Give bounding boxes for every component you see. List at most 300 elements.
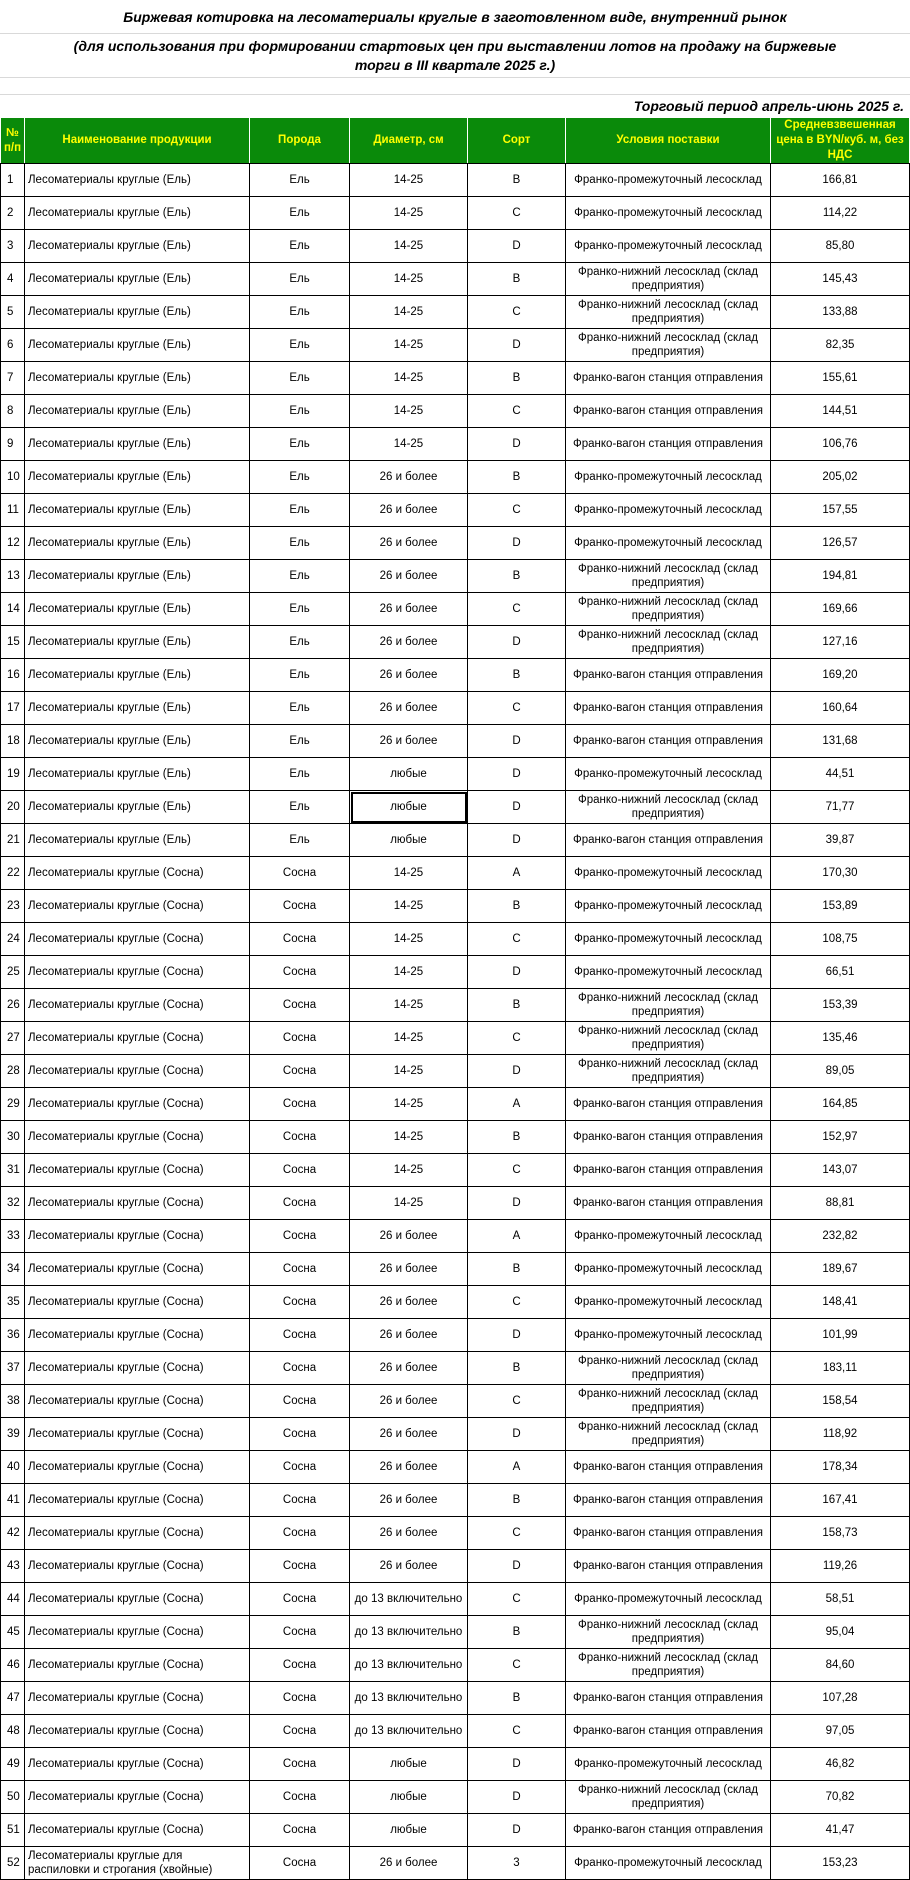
cell-species[interactable]: Ель bbox=[250, 593, 350, 626]
cell-product-name[interactable]: Лесоматериалы круглые (Сосна) bbox=[25, 1220, 250, 1253]
cell-species[interactable]: Сосна bbox=[250, 1385, 350, 1418]
cell-species[interactable]: Сосна bbox=[250, 1616, 350, 1649]
cell-price[interactable]: 118,92 bbox=[771, 1418, 910, 1451]
cell-species[interactable]: Сосна bbox=[250, 1748, 350, 1781]
cell-product-name[interactable]: Лесоматериалы круглые (Ель) bbox=[25, 791, 250, 824]
cell-product-name[interactable]: Лесоматериалы круглые (Сосна) bbox=[25, 1286, 250, 1319]
cell-product-name[interactable]: Лесоматериалы круглые (Сосна) bbox=[25, 890, 250, 923]
cell-grade[interactable]: C bbox=[468, 1286, 566, 1319]
cell-species[interactable]: Сосна bbox=[250, 1451, 350, 1484]
cell-diameter[interactable]: 14-25 bbox=[350, 428, 468, 461]
cell-delivery-terms[interactable]: Франко-вагон станция отправления bbox=[566, 1814, 771, 1847]
cell-row-number[interactable]: 20 bbox=[1, 791, 25, 824]
cell-species[interactable]: Сосна bbox=[250, 857, 350, 890]
cell-delivery-terms[interactable]: Франко-промежуточный лесосклад bbox=[566, 890, 771, 923]
cell-delivery-terms[interactable]: Франко-вагон станция отправления bbox=[566, 659, 771, 692]
cell-species[interactable]: Сосна bbox=[250, 1550, 350, 1583]
cell-diameter[interactable]: 26 и более bbox=[350, 1286, 468, 1319]
cell-grade[interactable]: B bbox=[468, 560, 566, 593]
cell-diameter[interactable]: 26 и более bbox=[350, 1352, 468, 1385]
cell-grade[interactable]: D bbox=[468, 428, 566, 461]
cell-product-name[interactable]: Лесоматериалы круглые для распиловки и строгания (хвойные) bbox=[25, 1847, 250, 1880]
cell-product-name[interactable]: Лесоматериалы круглые (Сосна) bbox=[25, 1715, 250, 1748]
cell-grade[interactable]: C bbox=[468, 593, 566, 626]
cell-species[interactable]: Ель bbox=[250, 197, 350, 230]
cell-grade[interactable]: D bbox=[468, 230, 566, 263]
cell-row-number[interactable]: 34 bbox=[1, 1253, 25, 1286]
cell-product-name[interactable]: Лесоматериалы круглые (Сосна) bbox=[25, 1088, 250, 1121]
cell-row-number[interactable]: 36 bbox=[1, 1319, 25, 1352]
cell-grade[interactable]: B bbox=[468, 263, 566, 296]
cell-row-number[interactable]: 22 bbox=[1, 857, 25, 890]
cell-delivery-terms[interactable]: Франко-нижний лесосклад (склад предприятия) bbox=[566, 329, 771, 362]
cell-product-name[interactable]: Лесоматериалы круглые (Сосна) bbox=[25, 1121, 250, 1154]
cell-species[interactable]: Сосна bbox=[250, 1649, 350, 1682]
cell-delivery-terms[interactable]: Франко-вагон станция отправления bbox=[566, 1451, 771, 1484]
cell-grade[interactable]: A bbox=[468, 857, 566, 890]
cell-diameter[interactable]: до 13 включительно bbox=[350, 1682, 468, 1715]
cell-delivery-terms[interactable]: Франко-вагон станция отправления bbox=[566, 428, 771, 461]
cell-delivery-terms[interactable]: Франко-вагон станция отправления bbox=[566, 1715, 771, 1748]
cell-delivery-terms[interactable]: Франко-промежуточный лесосклад bbox=[566, 527, 771, 560]
cell-product-name[interactable]: Лесоматериалы круглые (Сосна) bbox=[25, 1055, 250, 1088]
cell-grade[interactable]: B bbox=[468, 461, 566, 494]
cell-delivery-terms[interactable]: Франко-промежуточный лесосклад bbox=[566, 1748, 771, 1781]
cell-price[interactable]: 95,04 bbox=[771, 1616, 910, 1649]
cell-product-name[interactable]: Лесоматериалы круглые (Сосна) bbox=[25, 1484, 250, 1517]
cell-species[interactable]: Сосна bbox=[250, 1847, 350, 1880]
col-header-product[interactable]: Наименование продукции bbox=[25, 118, 250, 164]
cell-diameter[interactable]: 14-25 bbox=[350, 956, 468, 989]
cell-product-name[interactable]: Лесоматериалы круглые (Сосна) bbox=[25, 1649, 250, 1682]
cell-delivery-terms[interactable]: Франко-промежуточный лесосклад bbox=[566, 956, 771, 989]
cell-price[interactable]: 39,87 bbox=[771, 824, 910, 857]
cell-product-name[interactable]: Лесоматериалы круглые (Ель) bbox=[25, 395, 250, 428]
cell-grade[interactable]: B bbox=[468, 1616, 566, 1649]
cell-price[interactable]: 160,64 bbox=[771, 692, 910, 725]
cell-grade[interactable]: D bbox=[468, 956, 566, 989]
cell-grade[interactable]: C bbox=[468, 296, 566, 329]
cell-price[interactable]: 88,81 bbox=[771, 1187, 910, 1220]
cell-price[interactable]: 107,28 bbox=[771, 1682, 910, 1715]
cell-product-name[interactable]: Лесоматериалы круглые (Сосна) bbox=[25, 1748, 250, 1781]
cell-price[interactable]: 119,26 bbox=[771, 1550, 910, 1583]
cell-product-name[interactable]: Лесоматериалы круглые (Сосна) bbox=[25, 923, 250, 956]
cell-delivery-terms[interactable]: Франко-нижний лесосклад (склад предприятия) bbox=[566, 626, 771, 659]
cell-delivery-terms[interactable]: Франко-промежуточный лесосклад bbox=[566, 1286, 771, 1319]
cell-row-number[interactable]: 24 bbox=[1, 923, 25, 956]
cell-delivery-terms[interactable]: Франко-промежуточный лесосклад bbox=[566, 494, 771, 527]
cell-price[interactable]: 189,67 bbox=[771, 1253, 910, 1286]
cell-diameter[interactable]: 26 и более bbox=[350, 527, 468, 560]
cell-row-number[interactable]: 51 bbox=[1, 1814, 25, 1847]
cell-delivery-terms[interactable]: Франко-нижний лесосклад (склад предприятия) bbox=[566, 1781, 771, 1814]
cell-diameter[interactable]: 26 и более bbox=[350, 659, 468, 692]
cell-delivery-terms[interactable]: Франко-нижний лесосклад (склад предприятия) bbox=[566, 791, 771, 824]
cell-product-name[interactable]: Лесоматериалы круглые (Сосна) bbox=[25, 1187, 250, 1220]
cell-diameter[interactable]: любые bbox=[350, 824, 468, 857]
cell-price[interactable]: 153,23 bbox=[771, 1847, 910, 1880]
cell-grade[interactable]: C bbox=[468, 395, 566, 428]
cell-product-name[interactable]: Лесоматериалы круглые (Сосна) bbox=[25, 1583, 250, 1616]
col-header-delivery[interactable]: Условия поставки bbox=[566, 118, 771, 164]
cell-grade[interactable]: D bbox=[468, 1814, 566, 1847]
cell-row-number[interactable]: 30 bbox=[1, 1121, 25, 1154]
cell-delivery-terms[interactable]: Франко-промежуточный лесосклад bbox=[566, 164, 771, 197]
cell-species[interactable]: Ель bbox=[250, 527, 350, 560]
cell-price[interactable]: 169,66 bbox=[771, 593, 910, 626]
cell-grade[interactable]: D bbox=[468, 1781, 566, 1814]
cell-price[interactable]: 155,61 bbox=[771, 362, 910, 395]
cell-grade[interactable]: D bbox=[468, 329, 566, 362]
cell-price[interactable]: 44,51 bbox=[771, 758, 910, 791]
cell-row-number[interactable]: 48 bbox=[1, 1715, 25, 1748]
cell-species[interactable]: Ель bbox=[250, 230, 350, 263]
cell-diameter[interactable]: 14-25 bbox=[350, 362, 468, 395]
cell-grade[interactable]: D bbox=[468, 758, 566, 791]
cell-diameter[interactable]: 26 и более bbox=[350, 1484, 468, 1517]
cell-delivery-terms[interactable]: Франко-промежуточный лесосклад bbox=[566, 461, 771, 494]
cell-price[interactable]: 194,81 bbox=[771, 560, 910, 593]
cell-delivery-terms[interactable]: Франко-промежуточный лесосклад bbox=[566, 1253, 771, 1286]
cell-delivery-terms[interactable]: Франко-вагон станция отправления bbox=[566, 1517, 771, 1550]
cell-grade[interactable]: B bbox=[468, 1352, 566, 1385]
cell-species[interactable]: Сосна bbox=[250, 1715, 350, 1748]
cell-diameter[interactable]: 14-25 bbox=[350, 230, 468, 263]
cell-price[interactable]: 41,47 bbox=[771, 1814, 910, 1847]
cell-price[interactable]: 153,89 bbox=[771, 890, 910, 923]
cell-row-number[interactable]: 3 bbox=[1, 230, 25, 263]
cell-delivery-terms[interactable]: Франко-нижний лесосклад (склад предприятия) bbox=[566, 1418, 771, 1451]
cell-product-name[interactable]: Лесоматериалы круглые (Сосна) bbox=[25, 1682, 250, 1715]
cell-price[interactable]: 167,41 bbox=[771, 1484, 910, 1517]
cell-grade[interactable]: D bbox=[468, 1055, 566, 1088]
cell-species[interactable]: Сосна bbox=[250, 923, 350, 956]
cell-price[interactable]: 108,75 bbox=[771, 923, 910, 956]
cell-price[interactable]: 135,46 bbox=[771, 1022, 910, 1055]
cell-diameter[interactable]: любые bbox=[350, 1748, 468, 1781]
cell-price[interactable]: 131,68 bbox=[771, 725, 910, 758]
cell-row-number[interactable]: 18 bbox=[1, 725, 25, 758]
cell-diameter[interactable]: 14-25 bbox=[350, 857, 468, 890]
cell-delivery-terms[interactable]: Франко-нижний лесосклад (склад предприятия) bbox=[566, 560, 771, 593]
cell-diameter[interactable]: 14-25 bbox=[350, 890, 468, 923]
cell-species[interactable]: Ель bbox=[250, 362, 350, 395]
cell-grade[interactable]: C bbox=[468, 1517, 566, 1550]
cell-diameter[interactable]: 26 и более bbox=[350, 494, 468, 527]
cell-product-name[interactable]: Лесоматериалы круглые (Сосна) bbox=[25, 1154, 250, 1187]
cell-diameter[interactable]: 14-25 bbox=[350, 329, 468, 362]
cell-species[interactable]: Ель bbox=[250, 659, 350, 692]
cell-grade[interactable]: D bbox=[468, 1550, 566, 1583]
cell-delivery-terms[interactable]: Франко-промежуточный лесосклад bbox=[566, 197, 771, 230]
cell-diameter[interactable]: 26 и более bbox=[350, 1385, 468, 1418]
cell-price[interactable]: 85,80 bbox=[771, 230, 910, 263]
cell-diameter[interactable]: до 13 включительно bbox=[350, 1649, 468, 1682]
cell-species[interactable]: Сосна bbox=[250, 1682, 350, 1715]
cell-grade[interactable]: D bbox=[468, 527, 566, 560]
cell-grade[interactable]: C bbox=[468, 1022, 566, 1055]
cell-price[interactable]: 232,82 bbox=[771, 1220, 910, 1253]
cell-row-number[interactable]: 29 bbox=[1, 1088, 25, 1121]
col-header-diameter[interactable]: Диаметр, см bbox=[350, 118, 468, 164]
cell-species[interactable]: Ель bbox=[250, 560, 350, 593]
cell-row-number[interactable]: 37 bbox=[1, 1352, 25, 1385]
cell-species[interactable]: Ель bbox=[250, 329, 350, 362]
cell-product-name[interactable]: Лесоматериалы круглые (Сосна) bbox=[25, 1451, 250, 1484]
cell-species[interactable]: Сосна bbox=[250, 1121, 350, 1154]
cell-grade[interactable]: B bbox=[468, 659, 566, 692]
cell-product-name[interactable]: Лесоматериалы круглые (Ель) bbox=[25, 230, 250, 263]
cell-row-number[interactable]: 45 bbox=[1, 1616, 25, 1649]
cell-price[interactable]: 164,85 bbox=[771, 1088, 910, 1121]
cell-row-number[interactable]: 26 bbox=[1, 989, 25, 1022]
cell-product-name[interactable]: Лесоматериалы круглые (Ель) bbox=[25, 461, 250, 494]
cell-price[interactable]: 58,51 bbox=[771, 1583, 910, 1616]
cell-delivery-terms[interactable]: Франко-промежуточный лесосклад bbox=[566, 1847, 771, 1880]
cell-price[interactable]: 169,20 bbox=[771, 659, 910, 692]
cell-diameter[interactable]: любые bbox=[350, 1781, 468, 1814]
cell-diameter[interactable]: до 13 включительно bbox=[350, 1583, 468, 1616]
cell-product-name[interactable]: Лесоматериалы круглые (Ель) bbox=[25, 560, 250, 593]
cell-product-name[interactable]: Лесоматериалы круглые (Сосна) bbox=[25, 1781, 250, 1814]
cell-row-number[interactable]: 49 bbox=[1, 1748, 25, 1781]
cell-price[interactable]: 71,77 bbox=[771, 791, 910, 824]
cell-price[interactable]: 84,60 bbox=[771, 1649, 910, 1682]
cell-price[interactable]: 170,30 bbox=[771, 857, 910, 890]
cell-product-name[interactable]: Лесоматериалы круглые (Сосна) bbox=[25, 1616, 250, 1649]
cell-price[interactable]: 183,11 bbox=[771, 1352, 910, 1385]
cell-price[interactable]: 166,81 bbox=[771, 164, 910, 197]
cell-grade[interactable]: B bbox=[468, 1253, 566, 1286]
cell-grade[interactable]: C bbox=[468, 1649, 566, 1682]
cell-diameter[interactable]: 14-25 bbox=[350, 296, 468, 329]
cell-price[interactable]: 89,05 bbox=[771, 1055, 910, 1088]
cell-price[interactable]: 158,73 bbox=[771, 1517, 910, 1550]
cell-delivery-terms[interactable]: Франко-вагон станция отправления bbox=[566, 362, 771, 395]
cell-diameter[interactable]: 26 и более bbox=[350, 1451, 468, 1484]
cell-row-number[interactable]: 27 bbox=[1, 1022, 25, 1055]
col-header-grade[interactable]: Сорт bbox=[468, 118, 566, 164]
cell-row-number[interactable]: 46 bbox=[1, 1649, 25, 1682]
cell-species[interactable]: Сосна bbox=[250, 1154, 350, 1187]
cell-row-number[interactable]: 47 bbox=[1, 1682, 25, 1715]
cell-row-number[interactable]: 17 bbox=[1, 692, 25, 725]
cell-diameter[interactable]: 14-25 bbox=[350, 1121, 468, 1154]
cell-product-name[interactable]: Лесоматериалы круглые (Сосна) bbox=[25, 956, 250, 989]
cell-price[interactable]: 153,39 bbox=[771, 989, 910, 1022]
cell-row-number[interactable]: 1 bbox=[1, 164, 25, 197]
cell-product-name[interactable]: Лесоматериалы круглые (Сосна) bbox=[25, 1550, 250, 1583]
cell-species[interactable]: Сосна bbox=[250, 989, 350, 1022]
cell-grade[interactable]: B bbox=[468, 890, 566, 923]
cell-price[interactable]: 178,34 bbox=[771, 1451, 910, 1484]
cell-species[interactable]: Ель bbox=[250, 725, 350, 758]
cell-diameter[interactable]: до 13 включительно bbox=[350, 1715, 468, 1748]
cell-price[interactable]: 145,43 bbox=[771, 263, 910, 296]
cell-delivery-terms[interactable]: Франко-вагон станция отправления bbox=[566, 824, 771, 857]
cell-diameter[interactable]: любые bbox=[350, 758, 468, 791]
cell-grade[interactable]: A bbox=[468, 1088, 566, 1121]
cell-row-number[interactable]: 10 bbox=[1, 461, 25, 494]
cell-species[interactable]: Сосна bbox=[250, 1814, 350, 1847]
cell-species[interactable]: Сосна bbox=[250, 1484, 350, 1517]
cell-species[interactable]: Сосна bbox=[250, 1187, 350, 1220]
cell-row-number[interactable]: 31 bbox=[1, 1154, 25, 1187]
cell-grade[interactable]: C bbox=[468, 1583, 566, 1616]
cell-species[interactable]: Ель bbox=[250, 296, 350, 329]
cell-product-name[interactable]: Лесоматериалы круглые (Ель) bbox=[25, 428, 250, 461]
cell-delivery-terms[interactable]: Франко-нижний лесосклад (склад предприятия) bbox=[566, 989, 771, 1022]
cell-price[interactable]: 158,54 bbox=[771, 1385, 910, 1418]
cell-product-name[interactable]: Лесоматериалы круглые (Сосна) bbox=[25, 1022, 250, 1055]
cell-price[interactable]: 46,82 bbox=[771, 1748, 910, 1781]
cell-row-number[interactable]: 2 bbox=[1, 197, 25, 230]
cell-row-number[interactable]: 28 bbox=[1, 1055, 25, 1088]
cell-species[interactable]: Ель bbox=[250, 164, 350, 197]
cell-delivery-terms[interactable]: Франко-промежуточный лесосклад bbox=[566, 1220, 771, 1253]
cell-grade[interactable]: C bbox=[468, 197, 566, 230]
cell-delivery-terms[interactable]: Франко-промежуточный лесосклад bbox=[566, 1583, 771, 1616]
cell-row-number[interactable]: 14 bbox=[1, 593, 25, 626]
cell-delivery-terms[interactable]: Франко-нижний лесосклад (склад предприятия) bbox=[566, 296, 771, 329]
cell-price[interactable]: 126,57 bbox=[771, 527, 910, 560]
cell-price[interactable]: 82,35 bbox=[771, 329, 910, 362]
cell-delivery-terms[interactable]: Франко-вагон станция отправления bbox=[566, 1154, 771, 1187]
cell-grade[interactable]: C bbox=[468, 1154, 566, 1187]
cell-product-name[interactable]: Лесоматериалы круглые (Сосна) bbox=[25, 1814, 250, 1847]
cell-diameter[interactable]: 14-25 bbox=[350, 395, 468, 428]
cell-diameter[interactable]: 14-25 bbox=[350, 164, 468, 197]
cell-grade[interactable]: D bbox=[468, 1748, 566, 1781]
cell-delivery-terms[interactable]: Франко-вагон станция отправления bbox=[566, 725, 771, 758]
cell-product-name[interactable]: Лесоматериалы круглые (Ель) bbox=[25, 296, 250, 329]
cell-diameter[interactable]: 14-25 bbox=[350, 197, 468, 230]
cell-price[interactable]: 70,82 bbox=[771, 1781, 910, 1814]
cell-row-number[interactable]: 21 bbox=[1, 824, 25, 857]
cell-delivery-terms[interactable]: Франко-нижний лесосклад (склад предприятия) bbox=[566, 1616, 771, 1649]
cell-diameter[interactable]: 14-25 bbox=[350, 1088, 468, 1121]
cell-row-number[interactable]: 11 bbox=[1, 494, 25, 527]
cell-species[interactable]: Сосна bbox=[250, 1583, 350, 1616]
cell-product-name[interactable]: Лесоматериалы круглые (Ель) bbox=[25, 593, 250, 626]
col-header-species[interactable]: Порода bbox=[250, 118, 350, 164]
cell-grade[interactable]: D bbox=[468, 791, 566, 824]
cell-product-name[interactable]: Лесоматериалы круглые (Ель) bbox=[25, 362, 250, 395]
cell-species[interactable]: Сосна bbox=[250, 1517, 350, 1550]
cell-diameter[interactable]: 14-25 bbox=[350, 923, 468, 956]
cell-species[interactable]: Ель bbox=[250, 758, 350, 791]
cell-species[interactable]: Сосна bbox=[250, 1253, 350, 1286]
cell-diameter[interactable]: 14-25 bbox=[350, 1154, 468, 1187]
col-header-number[interactable]: № п/п bbox=[1, 118, 25, 164]
cell-row-number[interactable]: 13 bbox=[1, 560, 25, 593]
cell-product-name[interactable]: Лесоматериалы круглые (Ель) bbox=[25, 164, 250, 197]
cell-species[interactable]: Ель bbox=[250, 263, 350, 296]
cell-price[interactable]: 114,22 bbox=[771, 197, 910, 230]
cell-grade[interactable]: C bbox=[468, 692, 566, 725]
cell-price[interactable]: 152,97 bbox=[771, 1121, 910, 1154]
cell-row-number[interactable]: 16 bbox=[1, 659, 25, 692]
cell-price[interactable]: 144,51 bbox=[771, 395, 910, 428]
cell-delivery-terms[interactable]: Франко-нижний лесосклад (склад предприятия) bbox=[566, 593, 771, 626]
cell-row-number[interactable]: 19 bbox=[1, 758, 25, 791]
cell-delivery-terms[interactable]: Франко-вагон станция отправления bbox=[566, 1682, 771, 1715]
cell-product-name[interactable]: Лесоматериалы круглые (Ель) bbox=[25, 659, 250, 692]
cell-grade[interactable]: A bbox=[468, 1220, 566, 1253]
cell-row-number[interactable]: 6 bbox=[1, 329, 25, 362]
cell-row-number[interactable]: 4 bbox=[1, 263, 25, 296]
cell-row-number[interactable]: 8 bbox=[1, 395, 25, 428]
cell-price[interactable]: 143,07 bbox=[771, 1154, 910, 1187]
cell-delivery-terms[interactable]: Франко-промежуточный лесосклад bbox=[566, 758, 771, 791]
cell-delivery-terms[interactable]: Франко-промежуточный лесосклад bbox=[566, 923, 771, 956]
cell-diameter[interactable]: 14-25 bbox=[350, 1022, 468, 1055]
cell-species[interactable]: Ель bbox=[250, 626, 350, 659]
cell-product-name[interactable]: Лесоматериалы круглые (Сосна) bbox=[25, 1385, 250, 1418]
cell-grade[interactable]: C bbox=[468, 1385, 566, 1418]
cell-diameter[interactable]: 14-25 bbox=[350, 263, 468, 296]
cell-product-name[interactable]: Лесоматериалы круглые (Ель) bbox=[25, 626, 250, 659]
cell-delivery-terms[interactable]: Франко-промежуточный лесосклад bbox=[566, 230, 771, 263]
cell-row-number[interactable]: 33 bbox=[1, 1220, 25, 1253]
cell-species[interactable]: Ель bbox=[250, 428, 350, 461]
cell-grade[interactable]: B bbox=[468, 989, 566, 1022]
cell-species[interactable]: Сосна bbox=[250, 1781, 350, 1814]
cell-diameter[interactable]: 26 и более bbox=[350, 1253, 468, 1286]
cell-row-number[interactable]: 44 bbox=[1, 1583, 25, 1616]
cell-grade[interactable]: D bbox=[468, 725, 566, 758]
cell-row-number[interactable]: 38 bbox=[1, 1385, 25, 1418]
cell-delivery-terms[interactable]: Франко-вагон станция отправления bbox=[566, 1484, 771, 1517]
cell-delivery-terms[interactable]: Франко-нижний лесосклад (склад предприятия) bbox=[566, 1649, 771, 1682]
cell-product-name[interactable]: Лесоматериалы круглые (Ель) bbox=[25, 725, 250, 758]
cell-price[interactable]: 157,55 bbox=[771, 494, 910, 527]
cell-product-name[interactable]: Лесоматериалы круглые (Сосна) bbox=[25, 1517, 250, 1550]
cell-product-name[interactable]: Лесоматериалы круглые (Ель) bbox=[25, 494, 250, 527]
cell-price[interactable]: 127,16 bbox=[771, 626, 910, 659]
cell-delivery-terms[interactable]: Франко-нижний лесосклад (склад предприятия) bbox=[566, 1022, 771, 1055]
cell-product-name[interactable]: Лесоматериалы круглые (Ель) bbox=[25, 824, 250, 857]
cell-row-number[interactable]: 5 bbox=[1, 296, 25, 329]
cell-diameter[interactable]: 26 и более bbox=[350, 1418, 468, 1451]
cell-product-name[interactable]: Лесоматериалы круглые (Сосна) bbox=[25, 857, 250, 890]
cell-diameter[interactable]: 26 и более bbox=[350, 725, 468, 758]
cell-delivery-terms[interactable]: Франко-вагон станция отправления bbox=[566, 1088, 771, 1121]
cell-grade[interactable]: D bbox=[468, 1418, 566, 1451]
cell-delivery-terms[interactable]: Франко-вагон станция отправления bbox=[566, 395, 771, 428]
cell-diameter[interactable]: 26 и более bbox=[350, 1319, 468, 1352]
cell-grade[interactable]: C bbox=[468, 923, 566, 956]
cell-delivery-terms[interactable]: Франко-вагон станция отправления bbox=[566, 692, 771, 725]
cell-diameter[interactable]: до 13 включительно bbox=[350, 1616, 468, 1649]
cell-species[interactable]: Сосна bbox=[250, 956, 350, 989]
cell-delivery-terms[interactable]: Франко-вагон станция отправления bbox=[566, 1187, 771, 1220]
cell-species[interactable]: Сосна bbox=[250, 1022, 350, 1055]
cell-diameter[interactable]: 26 и более bbox=[350, 1220, 468, 1253]
cell-price[interactable]: 148,41 bbox=[771, 1286, 910, 1319]
cell-diameter[interactable]: любые bbox=[350, 791, 468, 824]
cell-species[interactable]: Сосна bbox=[250, 1418, 350, 1451]
cell-diameter[interactable]: 26 и более bbox=[350, 1517, 468, 1550]
cell-price[interactable]: 133,88 bbox=[771, 296, 910, 329]
cell-grade[interactable]: A bbox=[468, 1451, 566, 1484]
cell-species[interactable]: Сосна bbox=[250, 1352, 350, 1385]
cell-diameter[interactable]: 26 и более bbox=[350, 593, 468, 626]
cell-delivery-terms[interactable]: Франко-промежуточный лесосклад bbox=[566, 857, 771, 890]
cell-species[interactable]: Ель bbox=[250, 461, 350, 494]
cell-price[interactable]: 101,99 bbox=[771, 1319, 910, 1352]
